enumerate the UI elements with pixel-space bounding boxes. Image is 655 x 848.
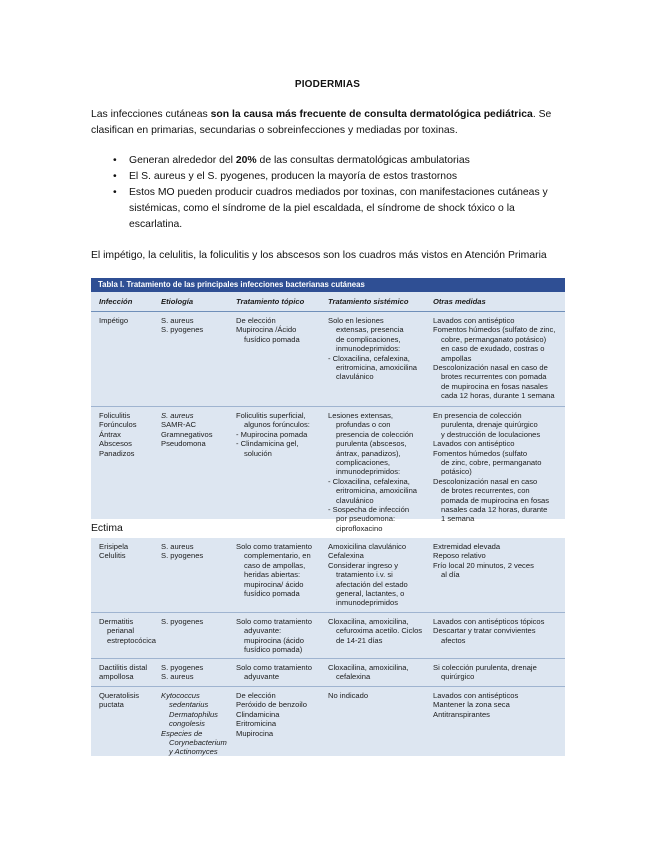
cell-etiologia [161, 316, 233, 335]
cell-line: heridas abiertas: [244, 570, 301, 580]
cell-line: solución [244, 448, 272, 458]
cell-line: Especies de [161, 728, 203, 738]
intro-bold: son la causa más frecuente de consulta dermatológica pediátrica [210, 109, 533, 120]
cell-infeccion [99, 411, 161, 458]
cell-line: complicaciones, [336, 458, 391, 468]
table-row [91, 686, 565, 757]
cell-line: afectación del estado [336, 579, 408, 589]
cell-line: Solo como tratamiento [236, 617, 312, 626]
bullet-item [113, 153, 563, 169]
cell-line: Descolonización nasal en caso de [433, 363, 548, 373]
cell-line: pomada de mupirocina en fosas [441, 495, 550, 505]
cell-line: de 14-21 días [336, 635, 383, 645]
cell-line: ántrax, panadizos), [336, 448, 401, 458]
cell-line: Gramnegativos [161, 429, 213, 439]
cell-otras [433, 663, 563, 682]
cell-line: Lavados con antisépticos tópicos [433, 617, 545, 626]
header-sistemico: Tratamiento sistémico [328, 297, 409, 306]
cell-line: Antitranspirantes [433, 709, 490, 719]
cell-line: Foliculitis [99, 411, 131, 420]
cell-infeccion [99, 542, 161, 561]
cell-otras [433, 542, 563, 580]
cell-line: Kytococcus [161, 691, 200, 700]
cell-infeccion [99, 316, 161, 325]
table-header [91, 292, 565, 312]
cell-line: por pseudomona: [336, 514, 396, 524]
intro-text-2: . Se clasifican en primarias, secundarias o sobreinfecciones y mediadas por toxinas. [91, 109, 552, 136]
cell-line: Fomentos húmedos (sulfato [433, 448, 528, 458]
cell-line: algunos forúnculos: [244, 420, 310, 430]
cell-line: ampollosa [99, 672, 134, 682]
cell-line: Descartar y tratar convivientes [433, 626, 536, 636]
cell-otras [433, 411, 563, 524]
cell-line: perianal [107, 626, 135, 636]
cell-line: S. aureus [161, 672, 194, 682]
cell-line: al día [441, 570, 460, 580]
cell-line: mupirocina (ácido [244, 635, 304, 645]
bullet-bold: 20% [235, 155, 257, 166]
cell-line: Si colección purulenta, drenaje [433, 663, 537, 672]
cell-topico [236, 663, 324, 682]
cell-line: Lesiones extensas, [328, 411, 394, 420]
cell-line: clavulánico [336, 372, 374, 382]
cell-topico [236, 316, 324, 344]
cell-line: inmunodeprimidos [336, 598, 399, 608]
table-row [91, 312, 565, 406]
cell-line: ciprofloxacino [336, 523, 383, 533]
cell-line: clavulánico [336, 495, 374, 505]
bullet-text: Generan alrededor del [129, 155, 236, 166]
cell-line: S. pyogenes [161, 617, 204, 626]
cell-line: Cloxacilina, amoxicilina, [328, 663, 409, 672]
cell-line: S. pyogenes [161, 325, 204, 335]
cell-line: Foliculitis superficial, [236, 411, 306, 420]
cell-topico [236, 691, 324, 738]
cell-line: S. aureus [161, 316, 194, 325]
cell-line: de brotes recurrentes, con [441, 486, 530, 496]
cell-sistemico [328, 617, 430, 645]
cell-sistemico [328, 411, 430, 533]
cell-sistemico [328, 691, 430, 700]
intro-text-1: Las infecciones cutáneas [91, 109, 211, 120]
bullet-text: de las consultas dermatológicas ambulatorias [256, 155, 470, 166]
cell-line: fusídico pomada [244, 589, 300, 599]
cell-line: potásico) [441, 467, 472, 477]
header-infeccion: Infección [99, 297, 133, 306]
cell-line: inmunodeprimidos: [336, 467, 401, 477]
cell-line: adyuvante: [244, 626, 282, 636]
cell-line: y destrucción de loculaciones [441, 429, 541, 439]
cell-line: cefuroxima acetilo. Ciclos [336, 626, 423, 636]
cell-sistemico [328, 542, 430, 608]
cell-line: De elección [236, 691, 276, 700]
cell-line: Celulitis [99, 551, 126, 561]
cell-line: Forúnculos [99, 420, 137, 430]
cell-line: cefalexina [336, 672, 371, 682]
bullet-item [113, 169, 563, 185]
cell-line: eritromicina, amoxicilina [336, 363, 418, 373]
treatment-table-2 [91, 538, 565, 756]
cell-line: Lavados con antiséptico [433, 439, 515, 449]
cell-infeccion [99, 617, 161, 645]
header-otras: Otras medidas [433, 297, 486, 306]
cell-line: Mupirocina [236, 728, 274, 738]
header-topico: Tratamiento tópico [236, 297, 305, 306]
cell-otras [433, 691, 563, 719]
cell-line: Lavados con antisépticos [433, 691, 519, 700]
cell-line: Clindamicina [236, 709, 280, 719]
cell-line: Corynebacterium [169, 738, 227, 748]
cell-line: Panadizos [99, 448, 135, 458]
cell-line: Erisipela [99, 542, 129, 551]
cell-line: S. aureus [161, 542, 194, 551]
cell-line: quirúrgico [441, 672, 475, 682]
cell-line: Extremidad elevada [433, 542, 501, 551]
cell-line: S. pyogenes [161, 551, 204, 561]
cell-line: Mantener la zona seca [433, 700, 510, 710]
cell-line: 1 semana [441, 514, 475, 524]
cell-line: Mupirocina /Ácido [236, 325, 297, 335]
cell-line: - Clindamicina gel, [236, 439, 299, 449]
cell-line: Solo como tratamiento [236, 542, 312, 551]
cell-line: Fomentos húmedos (sulfato de zinc, [433, 325, 556, 335]
cell-line: eritromicina, amoxicilina [336, 486, 418, 496]
cell-line: ampollas [441, 353, 472, 363]
cell-line: Queratolisis [99, 691, 140, 700]
cell-line: S. pyogenes [161, 663, 204, 672]
cell-otras [433, 617, 563, 645]
cell-line: afectos [441, 635, 466, 645]
cell-line: adyuvante [244, 672, 280, 682]
bullet-text: El S. aureus y el S. pyogenes, producen la mayoría de estos trastornos [129, 171, 458, 182]
cell-line: Descolonización nasal en caso [433, 476, 538, 486]
cell-line: congolesis [169, 719, 205, 729]
page-title: PIODERMIAS [294, 79, 361, 90]
table-caption: Tabla I. Tratamiento de las principales infecciones bacterianas cutáneas [91, 278, 565, 292]
cell-line: Dermatitis [99, 617, 134, 626]
cell-line: estreptocócica [107, 635, 156, 645]
cell-line: Dactilitis distal [99, 663, 148, 672]
cell-line: - Cloxacilina, cefalexina, [328, 353, 410, 363]
bullet-text: Estos MO pueden producir cuadros mediados por toxinas, con manifestaciones cutáneas y sistémicas, como el síndrome de la piel escaldada, el síndrome de shock tóxico o la escarlatina. [129, 187, 548, 230]
intro-paragraph [91, 107, 561, 139]
cell-line: fusídico pomada [244, 334, 300, 344]
cell-line: Reposo relativo [433, 551, 486, 561]
cell-line: Cloxacilina, amoxicilina, [328, 617, 409, 626]
cell-line: tratamiento i.v. si [336, 570, 393, 580]
cell-etiologia [161, 411, 233, 449]
cell-line: Peróxido de benzoilo [236, 700, 307, 710]
ectima-label: Ectima [91, 523, 123, 534]
cell-line: Impétigo [99, 316, 129, 325]
cell-line: Frío local 20 minutos, 2 veces [433, 560, 534, 570]
cell-line: y Actinomyces [169, 747, 218, 757]
cell-infeccion [99, 691, 161, 710]
table-row [91, 658, 565, 686]
cell-line: mupirocina/ ácido [244, 579, 304, 589]
cell-line: S. aureus [161, 411, 194, 420]
cell-line: - Cloxacilina, cefalexina, [328, 476, 410, 486]
table-row [91, 612, 565, 658]
bullet-item [113, 185, 563, 233]
cell-line: de mupirocina en fosas nasales [441, 381, 548, 391]
cell-line: profundas o con [336, 420, 391, 430]
cell-line: Solo como tratamiento [236, 663, 312, 672]
header-etiologia: Etiología [161, 297, 194, 306]
cell-line: Amoxicilina clavulánico [328, 542, 407, 551]
cell-line: En presencia de colección [433, 411, 522, 420]
cell-line: Considerar ingreso y [328, 560, 399, 570]
cell-topico [236, 542, 324, 598]
cell-etiologia [161, 663, 233, 682]
cell-line: inmunodeprimidos: [336, 344, 401, 354]
cell-line: Cefalexina [328, 551, 364, 561]
cell-line: Eritromicina [236, 719, 277, 729]
cell-line: No indicado [328, 691, 369, 700]
cell-etiologia [161, 691, 233, 757]
cell-line: brotes recurrentes con pomada [441, 372, 547, 382]
cell-line: fusídico pomada) [244, 645, 303, 655]
paragraph-cuadros: El impétigo, la celulitis, la foliculitis y los abscesos son los cuadros más vistos en Atención Primaria [91, 250, 547, 261]
cell-etiologia [161, 542, 233, 561]
cell-line: en caso de exudado, costras o [441, 344, 545, 354]
cell-line: de zinc, cobre, permanganato [441, 458, 542, 468]
cell-etiologia [161, 617, 233, 626]
cell-line: cada 12 horas, durante 1 semana [441, 391, 555, 401]
cell-line: sedentarius [169, 700, 209, 710]
cell-line: presencia de colección [336, 429, 414, 439]
cell-line: extensas, presencia [336, 325, 404, 335]
cell-line: Dermatophilus [169, 709, 218, 719]
cell-sistemico [328, 316, 430, 382]
cell-line: cobre, permanganato potásico) [441, 334, 547, 344]
cell-line: general, lactantes, o [336, 589, 405, 599]
cell-otras [433, 316, 563, 401]
cell-topico [236, 411, 324, 458]
cell-line: Lavados con antiséptico [433, 316, 515, 325]
cell-line: caso de ampollas, [244, 560, 306, 570]
table-row [91, 538, 565, 612]
cell-line: Ántrax [99, 429, 121, 439]
cell-line: SAMR-AC [161, 420, 197, 430]
cell-line: - Mupirocina pomada [236, 429, 308, 439]
cell-line: nasales cada 12 horas, durante [441, 505, 548, 515]
cell-line: complementario, en [244, 551, 311, 561]
cell-line: Pseudomona [161, 439, 206, 449]
cell-line: puctata [99, 700, 124, 710]
cell-infeccion [99, 663, 161, 682]
cell-line: Solo en lesiones [328, 316, 384, 325]
cell-line: de complicaciones, [336, 334, 401, 344]
cell-topico [236, 617, 324, 655]
cell-line: purulenta (abscesos, [336, 439, 407, 449]
cell-line: De elección [236, 316, 276, 325]
cell-line: Abscesos [99, 439, 132, 449]
cell-line: purulenta, drenaje quirúrgico [441, 420, 538, 430]
cell-line: - Sospecha de infección [328, 505, 410, 515]
bullet-list [113, 153, 563, 233]
cell-sistemico [328, 663, 430, 682]
